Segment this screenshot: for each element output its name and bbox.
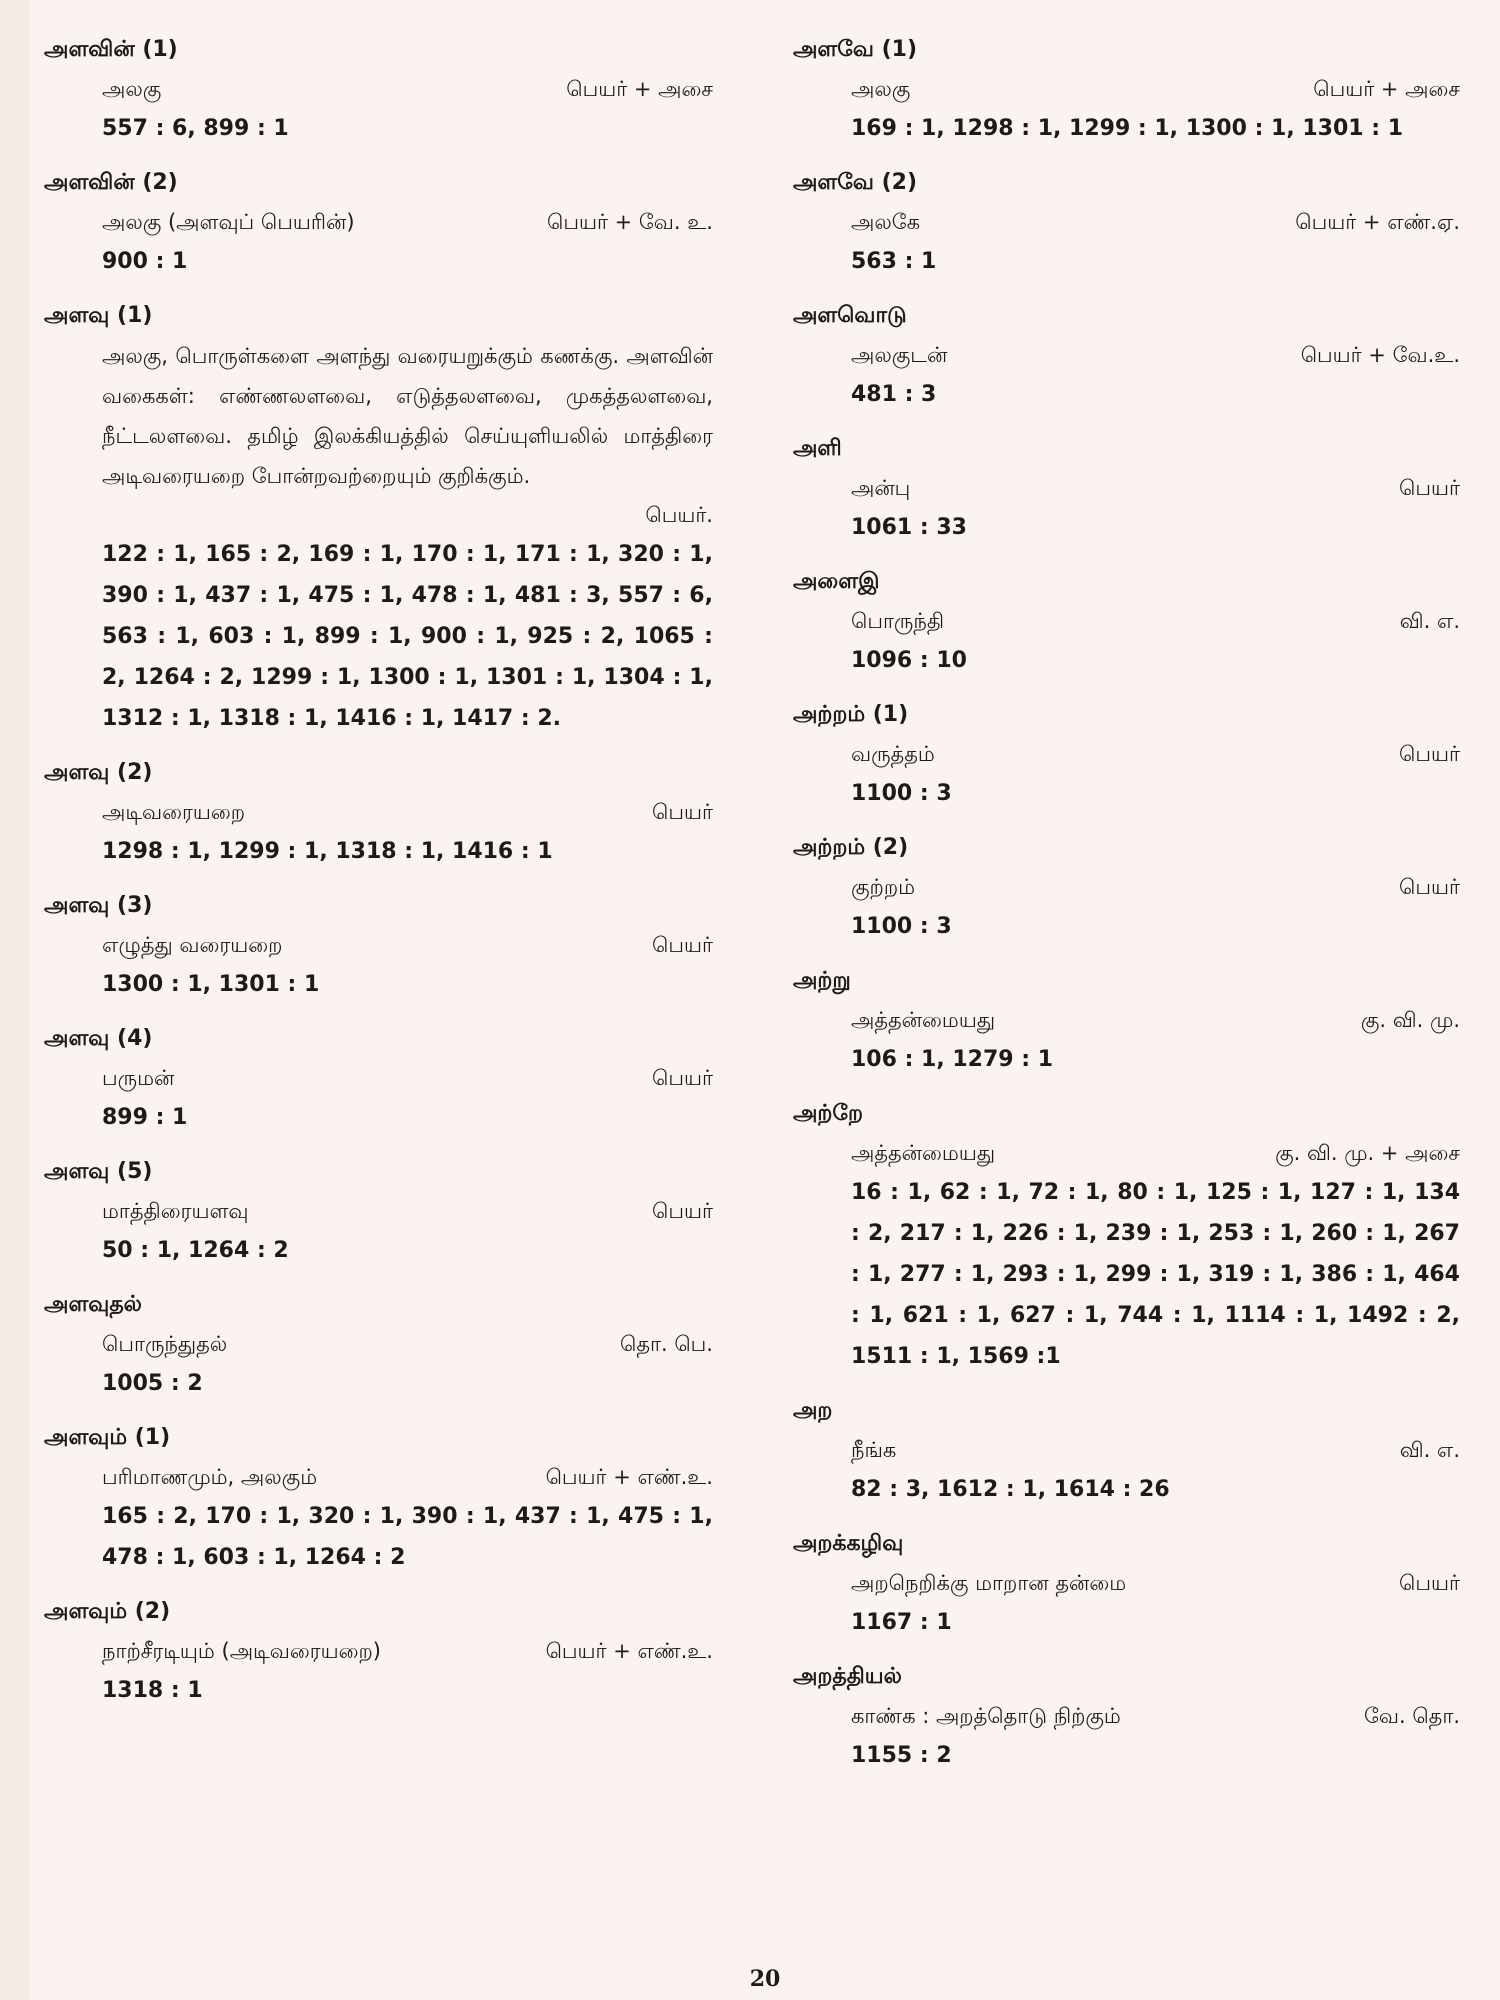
right-column bbox=[793, 30, 1460, 1790]
entry bbox=[793, 695, 1460, 814]
headword: அளவொடு bbox=[792, 303, 907, 328]
headword: அறக்கழிவு bbox=[792, 1531, 904, 1556]
entry bbox=[44, 296, 713, 739]
entry bbox=[793, 30, 1460, 149]
headword: அற bbox=[792, 1398, 833, 1423]
headword: அற்று bbox=[792, 968, 851, 993]
headword: அளவே (1) bbox=[792, 37, 918, 62]
headword: அளவுதல் bbox=[44, 1292, 142, 1317]
columns bbox=[44, 30, 1460, 1790]
meaning-row bbox=[793, 1001, 1460, 1039]
references: 16 : 1, 62 : 1, 72 : 1, 80 : 1, 125 : 1, 127 : 1, 134 : 2, 217 : 1, 226 : 1, 239 : 1, 253 : 1, 260 : 1, 267 : 1, 277 : 1, 293 : 1, 299 : 1, 319 : 1, 386 : 1, 464 : 1, 621 : 1, 627 : 1, 744 : 1, 1114 : 1, 1492 : 2, 1511 : 1, 1569 :1 bbox=[850, 1180, 1460, 1369]
headword: அளவும் (2) bbox=[44, 1599, 171, 1624]
meaning-row bbox=[793, 1431, 1460, 1469]
meaning-row bbox=[44, 1632, 713, 1670]
entry bbox=[44, 1285, 713, 1404]
grammar-label: பெயர் bbox=[1399, 476, 1460, 500]
entry bbox=[793, 562, 1460, 681]
entry bbox=[44, 753, 713, 872]
headword: அளி bbox=[792, 436, 842, 461]
entry bbox=[793, 163, 1460, 282]
headword: அற்றே bbox=[792, 1101, 864, 1126]
grammar-label: பெயர் + எண்.ஏ. bbox=[1295, 210, 1460, 234]
grammar-label: பெயர். bbox=[645, 503, 713, 527]
grammar-label: பெயர் bbox=[652, 1199, 713, 1223]
meaning: குற்றம் bbox=[850, 875, 916, 899]
meaning-row bbox=[793, 1564, 1460, 1602]
meaning: அத்தன்மையது bbox=[850, 1141, 996, 1165]
headword: அளவின் (1) bbox=[44, 37, 178, 62]
grammar-label: பெயர் bbox=[652, 800, 713, 824]
entry bbox=[44, 1019, 713, 1138]
meaning-row bbox=[793, 469, 1460, 507]
references: 1100 : 3 bbox=[850, 781, 952, 806]
references: 557 : 6, 899 : 1 bbox=[102, 116, 289, 141]
meaning: அலகு (அளவுப் பெயரின்) bbox=[102, 210, 355, 234]
headword: அளவு (5) bbox=[44, 1159, 153, 1184]
meaning-row bbox=[793, 1697, 1460, 1735]
meaning: அலகுடன் bbox=[850, 343, 948, 367]
meaning-row bbox=[44, 203, 713, 241]
references: 1061 : 33 bbox=[850, 515, 967, 540]
grammar-label: பெயர் bbox=[1399, 742, 1460, 766]
meaning: பருமன் bbox=[102, 1066, 175, 1090]
meaning-row bbox=[44, 793, 713, 831]
entry bbox=[44, 163, 713, 282]
grammar-label: பெயர் bbox=[1399, 1571, 1460, 1595]
meaning: அத்தன்மையது bbox=[850, 1008, 996, 1032]
meaning-row bbox=[44, 1192, 713, 1230]
references: 563 : 1 bbox=[850, 249, 937, 274]
grammar-label: பெயர் + அசை bbox=[1313, 77, 1460, 101]
meaning: அடிவரையறை bbox=[102, 800, 246, 824]
references: 82 : 3, 1612 : 1, 1614 : 26 bbox=[850, 1477, 1170, 1502]
grammar-label: பெயர் bbox=[652, 1066, 713, 1090]
headword: அளவு (4) bbox=[44, 1026, 153, 1051]
entry bbox=[44, 1152, 713, 1271]
entry bbox=[793, 828, 1460, 947]
meaning: அலகு bbox=[850, 77, 911, 101]
headword: அற்றம் (2) bbox=[792, 835, 909, 860]
grammar-label: பெயர் + எண்.உ. bbox=[545, 1639, 713, 1663]
meaning: காண்க : அறத்தொடு நிற்கும் bbox=[850, 1704, 1121, 1728]
meaning-row bbox=[793, 203, 1460, 241]
references: 1096 : 10 bbox=[850, 648, 967, 673]
meaning: அலகே bbox=[850, 210, 921, 234]
headword: அளவு (1) bbox=[44, 303, 153, 328]
grammar-label: வி. எ. bbox=[1399, 1438, 1460, 1462]
references: 1167 : 1 bbox=[850, 1610, 952, 1635]
meaning: வருத்தம் bbox=[850, 742, 935, 766]
left-column bbox=[44, 30, 713, 1790]
references: 1318 : 1 bbox=[102, 1678, 203, 1703]
entry bbox=[793, 1524, 1460, 1643]
references: 1005 : 2 bbox=[102, 1371, 203, 1396]
references: 50 : 1, 1264 : 2 bbox=[102, 1238, 289, 1263]
references: 1100 : 3 bbox=[850, 914, 952, 939]
grammar-label: பெயர் + வே. உ. bbox=[547, 210, 713, 234]
entry bbox=[793, 961, 1460, 1080]
headword: அளவு (2) bbox=[44, 760, 153, 785]
grammar-label: கு. வி. மு. bbox=[1360, 1008, 1460, 1032]
entry bbox=[793, 1094, 1460, 1377]
grammar-label: தொ. பெ. bbox=[619, 1332, 713, 1356]
meaning: எழுத்து வரையறை bbox=[102, 933, 283, 957]
references: 165 : 2, 170 : 1, 320 : 1, 390 : 1, 437 : 1, 475 : 1, 478 : 1, 603 : 1, 1264 : 2 bbox=[102, 1504, 713, 1570]
grammar-label: பெயர் + எண்.உ. bbox=[545, 1465, 713, 1489]
meaning: அன்பு bbox=[850, 476, 911, 500]
grammar-label: பெயர் + அசை bbox=[566, 77, 713, 101]
meaning-row bbox=[44, 1325, 713, 1363]
meaning: அறநெறிக்கு மாறான தன்மை bbox=[850, 1571, 1127, 1595]
entry bbox=[44, 1418, 713, 1578]
meaning: பொருந்தி bbox=[850, 609, 945, 633]
grammar-label: பெயர் + வே.உ. bbox=[1300, 343, 1460, 367]
meaning-row bbox=[44, 926, 713, 964]
references: 1298 : 1, 1299 : 1, 1318 : 1, 1416 : 1 bbox=[102, 839, 553, 864]
entry bbox=[793, 296, 1460, 415]
meaning: பரிமாணமும், அலகும் bbox=[102, 1465, 318, 1489]
page-number: 20 bbox=[749, 1966, 781, 1992]
headword: அளவும் (1) bbox=[44, 1425, 171, 1450]
entry bbox=[793, 1657, 1460, 1776]
references: 169 : 1, 1298 : 1, 1299 : 1, 1300 : 1, 1301 : 1 bbox=[850, 116, 1404, 141]
meaning-row bbox=[793, 70, 1460, 108]
headword: அளவே (2) bbox=[792, 170, 918, 195]
headword: அறத்தியல் bbox=[792, 1664, 902, 1689]
meaning-row bbox=[793, 1134, 1460, 1172]
meaning-row bbox=[793, 735, 1460, 773]
headword: அளைஇ bbox=[792, 569, 880, 594]
headword: அற்றம் (1) bbox=[792, 702, 909, 727]
meaning: அலகு bbox=[102, 77, 162, 101]
grammar-label: கு. வி. மு. + அசை bbox=[1275, 1141, 1460, 1165]
meaning-row bbox=[44, 1458, 713, 1496]
entry bbox=[44, 30, 713, 149]
grammar-label: வே. தொ. bbox=[1363, 1704, 1460, 1728]
meaning: நீங்க bbox=[850, 1438, 897, 1462]
meaning-row bbox=[44, 1059, 713, 1097]
meaning-row bbox=[793, 602, 1460, 640]
meaning: மாத்திரையளவு bbox=[102, 1199, 249, 1223]
meaning-row bbox=[793, 868, 1460, 906]
meaning: நாற்சீரடியும் (அடிவரையறை) bbox=[102, 1639, 381, 1663]
references: 899 : 1 bbox=[102, 1105, 188, 1130]
meaning-row bbox=[44, 70, 713, 108]
dictionary-page bbox=[30, 0, 1500, 2000]
headword: அளவு (3) bbox=[44, 893, 153, 918]
references: 122 : 1, 165 : 2, 169 : 1, 170 : 1, 171 : 1, 320 : 1, 390 : 1, 437 : 1, 475 : 1, 478 : 1, 481 : 3, 557 : 6, 563 : 1, 603 : 1, 899 : 1, 900 : 1, 925 : 2, 1065 : 2, 1264 : 2, 1299 : 1, 1300 : 1, 1301 : 1, 1304 : 1, 1312 : 1, 1318 : 1, 1416 : 1, 1417 : 2. bbox=[102, 542, 713, 731]
grammar-label: பெயர் bbox=[652, 933, 713, 957]
description: அலகு, பொருள்களை அளந்து வரையறுக்கும் கணக்கு. அளவின் வகைகள்: எண்ணலளவை, எடுத்தலளவை, முகத்தலளவை, நீட்டலளவை. தமிழ் இலக்கியத்தில் செய்யுளியலில் மாத்திரை அடிவரையறை போன்றவற்றையும் குறிக்கும். bbox=[102, 344, 713, 488]
references: 1300 : 1, 1301 : 1 bbox=[102, 972, 320, 997]
entry bbox=[793, 429, 1460, 548]
entry bbox=[44, 1592, 713, 1711]
references: 1155 : 2 bbox=[850, 1743, 952, 1768]
grammar-label: பெயர் bbox=[1399, 875, 1460, 899]
meaning: பொருந்துதல் bbox=[102, 1332, 228, 1356]
grammar-label: வி. எ. bbox=[1399, 609, 1460, 633]
references: 106 : 1, 1279 : 1 bbox=[850, 1047, 1054, 1072]
entry bbox=[793, 1391, 1460, 1510]
headword: அளவின் (2) bbox=[44, 170, 178, 195]
references: 900 : 1 bbox=[102, 249, 188, 274]
references: 481 : 3 bbox=[850, 382, 937, 407]
meaning-row bbox=[793, 336, 1460, 374]
entry bbox=[44, 886, 713, 1005]
